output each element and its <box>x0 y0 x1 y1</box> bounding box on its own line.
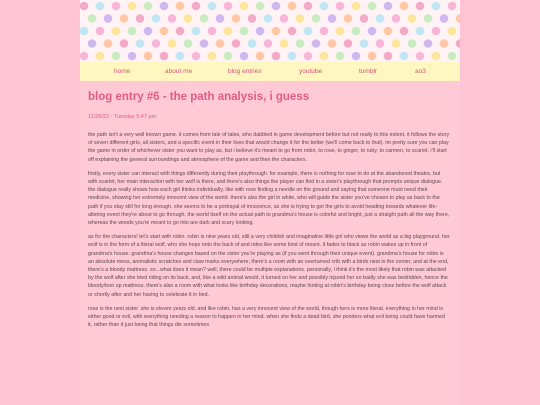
polka-dot <box>176 27 185 36</box>
polka-dot <box>304 52 313 61</box>
entry-paragraph: firstly, every sister can interact with things differently during their playthrough. for example, there is nothing for rose to do at the abandoned theatre, but with scarlet, her main interaction with her wolf is there, and there's also things the player can find in a sister's playthrough that prompts unique dialogue. the dialogue really shows how each girl thinks individually, like with rose finding a needle on the ground and saying that someone must need their medicine, showing her extremely innocent view of the world. there's also the girl in white, who will guide the sister you've chosen to play as back to the path if you stay still for long enough. she seems to be a portrayal of innocence, as she is trying to get the girls to avoid heading towards whatever life-altering event they're about to go through. the world itself on the actual path to grandma's house is colorful and bright, just a straight path all the way there, whereas the woods you're meant to go into are dark and scary looking. <box>88 170 450 227</box>
polka-dot <box>120 39 129 48</box>
polka-dot <box>376 39 385 48</box>
polka-dot <box>272 2 281 11</box>
polka-dot <box>224 27 233 36</box>
polka-dot <box>440 14 449 23</box>
nav-bar <box>80 62 460 81</box>
polka-dot <box>304 27 313 36</box>
polka-dot <box>400 27 409 36</box>
polka-dot <box>136 39 145 48</box>
polka-dot <box>192 52 201 61</box>
polka-dot <box>424 14 433 23</box>
polka-dot <box>152 39 161 48</box>
polka-dot <box>392 39 401 48</box>
polka-dot <box>384 52 393 61</box>
polka-dot <box>376 14 385 23</box>
polka-dot <box>128 2 137 11</box>
polka-dot <box>272 27 281 36</box>
polka-dot <box>240 27 249 36</box>
polka-dot <box>256 52 265 61</box>
polka-dot <box>312 14 321 23</box>
polka-dot <box>176 2 185 11</box>
polka-dot <box>112 52 121 61</box>
polka-dot <box>288 2 297 11</box>
polka-dot-banner <box>80 0 460 62</box>
nav-link-tumblr[interactable]: tumblr <box>359 68 378 75</box>
polka-dot <box>448 52 457 61</box>
polka-dot <box>96 2 105 11</box>
polka-dot <box>216 14 225 23</box>
polka-dot <box>360 39 369 48</box>
polka-dot <box>80 27 88 36</box>
polka-dot <box>400 52 409 61</box>
polka-dot <box>104 39 113 48</box>
page-container <box>80 0 460 405</box>
polka-dot <box>168 39 177 48</box>
entry-title: blog entry #6 - the path analysis, i guess <box>88 91 310 103</box>
polka-dot <box>96 52 105 61</box>
polka-dot <box>344 14 353 23</box>
polka-dot <box>368 27 377 36</box>
polka-dot <box>112 2 121 11</box>
polka-dot <box>384 27 393 36</box>
polka-dot <box>256 2 265 11</box>
entry-paragraph: the path isn't a very well known game. it comes from tale of tales, who dabbled in game development before but not really to this extent. it follows the story of seven different girls, all sisters, and a specific event in their lives that would change it for the better (we'll come back to that). im pretty sure you can play the game in order of whichever sister you want to play as, but i believe it's meant to go from robin, to rose, to ginger, to ruby, to carmen, to scarlet. i'll start off explaining the general surroundings and atmosphere of the game and then the characters. <box>88 132 450 163</box>
polka-dot <box>264 14 273 23</box>
polka-dot <box>352 27 361 36</box>
polka-dot <box>336 52 345 61</box>
polka-dot <box>240 52 249 61</box>
polka-dot <box>264 39 273 48</box>
polka-dot <box>408 14 417 23</box>
polka-dot <box>160 27 169 36</box>
polka-dot <box>328 14 337 23</box>
polka-dot <box>352 52 361 61</box>
polka-dot <box>320 2 329 11</box>
nav-link-home[interactable]: home <box>114 68 131 75</box>
polka-dot <box>448 2 457 11</box>
polka-dot <box>408 39 417 48</box>
nav-link-about-me[interactable]: about me <box>165 68 193 75</box>
polka-dot <box>352 2 361 11</box>
polka-dot <box>256 27 265 36</box>
polka-dot <box>320 52 329 61</box>
polka-dot <box>160 2 169 11</box>
polka-dot <box>112 27 121 36</box>
polka-dot <box>208 27 217 36</box>
polka-dot <box>280 14 289 23</box>
polka-dot <box>432 27 441 36</box>
polka-dot <box>448 27 457 36</box>
polka-dot <box>232 39 241 48</box>
polka-dot <box>336 2 345 11</box>
polka-dot <box>272 52 281 61</box>
polka-dot <box>328 39 337 48</box>
polka-dot <box>416 52 425 61</box>
polka-dot <box>208 52 217 61</box>
polka-dot <box>144 52 153 61</box>
polka-dot <box>88 39 97 48</box>
entry-date: 11/29/22 - Tuesday 5:47 pm <box>88 114 157 120</box>
polka-dot <box>288 27 297 36</box>
blog-entry <box>88 90 450 335</box>
polka-dot <box>104 14 113 23</box>
polka-dot <box>320 27 329 36</box>
polka-dot-pattern <box>80 0 460 62</box>
polka-dot <box>192 2 201 11</box>
polka-dot <box>216 39 225 48</box>
nav-link-ao3[interactable]: ao3 <box>415 68 426 75</box>
polka-dot <box>232 14 241 23</box>
polka-dot <box>240 2 249 11</box>
polka-dot <box>160 52 169 61</box>
polka-dot <box>416 27 425 36</box>
polka-dot <box>192 27 201 36</box>
polka-dot <box>368 2 377 11</box>
polka-dot <box>120 14 129 23</box>
polka-dot <box>128 27 137 36</box>
polka-dot <box>456 14 460 23</box>
polka-dot <box>288 52 297 61</box>
polka-dot <box>424 39 433 48</box>
right-margin <box>460 0 540 405</box>
polka-dot <box>432 52 441 61</box>
polka-dot <box>168 14 177 23</box>
polka-dot <box>440 39 449 48</box>
polka-dot <box>304 2 313 11</box>
polka-dot <box>432 2 441 11</box>
nav-link-youtube[interactable]: youtube <box>299 68 323 75</box>
polka-dot <box>184 14 193 23</box>
polka-dot <box>144 27 153 36</box>
polka-dot <box>184 39 193 48</box>
entry-paragraph: as for the characters! let's start with robin. robin is nine years old, still a very childish and imaginative little girl who views the world as a big playground. her wolf is in the form of a literal wolf, who she hops onto the back of and rides like some kind of mount. it fades to black as robin wakes up in front of grandma's house. grandma's house changes based on the sister you're playing as (if you went through their unique event). grandma's house for robin is an absolute mess, animalistic scratches and claw marks everywhere, there's a room with an overturned crib with a birds nest in the center, and at the end, there's a bloody mattress. so...what does it mean? well, there could be multiple explanations. personally, i think it's the most likely that robin was attacked by the wolf after she tried riding on its back, and, like a wild animal would, it turned on her and possibly injured her so badly she was bedridden, hence the bloody/torn up mattress. there's also a room with what looks like birthday decorations, maybe hinting at robin's birthday being close before the wolf attack or shortly after and her having to celebrate it in bed. <box>88 234 450 298</box>
polka-dot <box>344 39 353 48</box>
polka-dot <box>296 39 305 48</box>
polka-dot <box>96 27 105 36</box>
polka-dot <box>248 39 257 48</box>
polka-dot <box>80 52 88 61</box>
polka-dot <box>80 2 88 11</box>
polka-dot <box>128 52 137 61</box>
polka-dot <box>416 2 425 11</box>
polka-dot <box>296 14 305 23</box>
polka-dot <box>248 14 257 23</box>
polka-dot <box>312 39 321 48</box>
polka-dot <box>176 52 185 61</box>
entry-paragraph: rose is the next sister. she is eleven years old, and like robin, has a very innocent view of the world, though hers is more literal. everything in her mind is either good or evil, with everything needing a reason to happen in her mind. when she finds a dead bird, she ponders what evil being could have harmed it, rather than it just being that things die sometimes <box>88 305 445 329</box>
polka-dot <box>384 2 393 11</box>
left-margin <box>0 0 80 405</box>
polka-dot <box>200 39 209 48</box>
polka-dot <box>400 2 409 11</box>
polka-dot <box>208 2 217 11</box>
polka-dot <box>392 14 401 23</box>
nav-link-blog-entries[interactable]: blog entries <box>228 68 262 75</box>
polka-dot <box>360 14 369 23</box>
polka-dot <box>224 2 233 11</box>
polka-dot <box>456 39 460 48</box>
polka-dot <box>136 14 145 23</box>
polka-dot <box>144 2 153 11</box>
polka-dot <box>152 14 161 23</box>
polka-dot <box>88 14 97 23</box>
polka-dot <box>224 52 233 61</box>
polka-dot <box>280 39 289 48</box>
polka-dot <box>336 27 345 36</box>
polka-dot <box>368 52 377 61</box>
polka-dot <box>200 14 209 23</box>
